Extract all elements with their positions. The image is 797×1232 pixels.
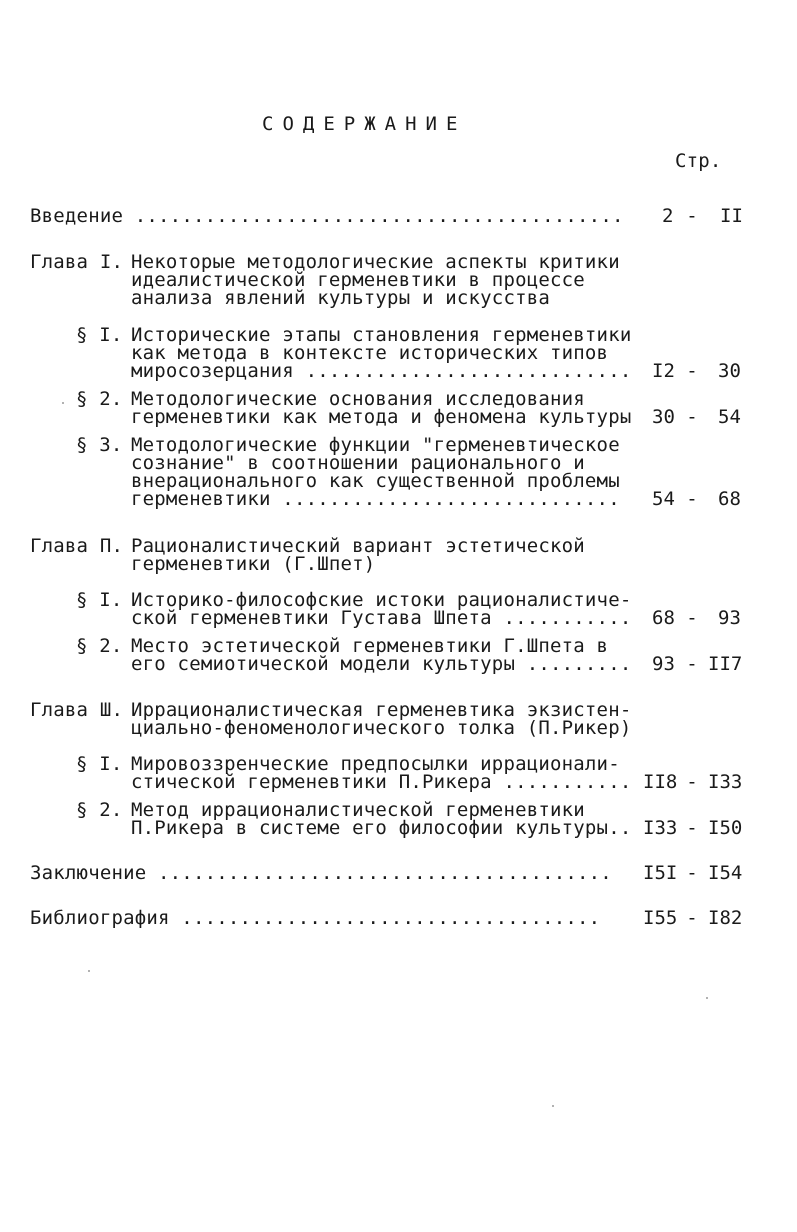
page-range-dash: - (686, 817, 698, 839)
section-title-line: внерационального как существенной проблемы (131, 470, 620, 492)
chapter-title-line: идеалистической герменевтики в процессе (131, 269, 585, 291)
page-to: 54 (718, 406, 741, 428)
toc-title: СОДЕРЖАНИЕ (262, 113, 467, 135)
page-range-dash: - (686, 360, 698, 382)
chapter-label: Глава Ш. (30, 699, 124, 721)
page-to: 68 (718, 488, 741, 510)
chapter-label: Глава П. (30, 535, 124, 557)
entry-label: Введение (30, 205, 124, 227)
page-range-dash: - (686, 406, 698, 428)
section-title-line: сознание" в соотношении рационального и (131, 452, 585, 474)
section-title-line: Исторические этапы становления герменевтики (131, 324, 632, 346)
page-from: I33 (643, 817, 678, 839)
page-range-dash: - (686, 488, 698, 510)
dot-leader: .......................................... (123, 205, 624, 227)
chapter-title-line: Рационалистический вариант эстетической (131, 535, 585, 557)
page-range-dash: - (686, 607, 698, 629)
page-to: I33 (708, 771, 743, 793)
section-label: § 2. (76, 799, 123, 821)
page-from: 93 (652, 653, 675, 675)
section-title-line: Методологические функции "герменевтическое (131, 434, 620, 456)
page-to: I50 (708, 817, 743, 839)
page-to: I54 (708, 862, 743, 884)
page-to: II7 (708, 653, 743, 675)
chapter-label: Глава I. (30, 251, 124, 273)
page-range-dash: - (686, 205, 698, 227)
page-from: 54 (652, 488, 675, 510)
section-label: § I. (76, 589, 123, 611)
page-from: II8 (643, 771, 678, 793)
section-title-line: как метода в контексте исторических типов (131, 342, 609, 364)
dot-leader: ....................................... (146, 862, 612, 884)
page-from: 30 (652, 406, 675, 428)
section-label: § I. (76, 324, 123, 346)
page-from: 2 (662, 205, 674, 227)
page-to: 93 (718, 607, 741, 629)
chapter-title-line: Иррационалистическая герменевтика экзистен- (131, 699, 632, 721)
chapter-title-line: анализа явлений культуры и искусства (131, 287, 551, 309)
page-from: I55 (643, 907, 678, 929)
scan-speck (706, 997, 708, 999)
section-title-line: Методологические основания исследования (131, 388, 585, 410)
section-title-line: Метод иррационалистической герменевтики (131, 799, 585, 821)
section-label: § 2. (76, 388, 123, 410)
section-label: § I. (76, 753, 123, 775)
entry-label: Библиография (30, 907, 170, 929)
page-to: II (720, 205, 743, 227)
section-label: § 2. (76, 635, 123, 657)
page-from: I5I (643, 862, 678, 884)
page-column-header: Стр. (675, 150, 722, 172)
section-label: § 3. (76, 434, 123, 456)
section-title-line: его семиотической модели культуры ......... (131, 653, 632, 675)
chapter-title-line: Некоторые методологические аспекты критики (131, 251, 620, 273)
page-to: I82 (708, 907, 743, 929)
section-title-line: стической герменевтики П.Рикера ........... (131, 771, 632, 793)
section-title-line: герменевтики ............................. (131, 488, 620, 510)
page-range-dash: - (686, 771, 698, 793)
section-title-line: ской герменевтики Густава Шпета ........... (131, 607, 632, 629)
scan-speck (62, 402, 64, 404)
chapter-title-line: герменевтики (Г.Шпет) (131, 553, 376, 575)
section-title-line: миросозерцания ............................ (131, 360, 632, 382)
section-title-line: Историко-философские истоки рационалистиче- (131, 589, 632, 611)
entry-label: Заключение (30, 862, 147, 884)
page-range-dash: - (686, 907, 698, 929)
scan-speck (88, 970, 90, 972)
chapter-title-line: циально-феноменологического толка (П.Рикер) (131, 717, 632, 739)
scan-speck (552, 1105, 554, 1107)
section-title-line: П.Рикера в системе его философии культуры.. (131, 817, 632, 839)
page-from: I2 (652, 360, 675, 382)
page-from: 68 (652, 607, 675, 629)
page-to: 30 (718, 360, 741, 382)
section-title-line: герменевтики как метода и феномена культуры (131, 406, 632, 428)
page-range-dash: - (686, 653, 698, 675)
section-title-line: Мировоззренческие предпосылки иррационали- (131, 753, 620, 775)
page-range-dash: - (686, 862, 698, 884)
dot-leader: .................................... (169, 907, 601, 929)
section-title-line: Место эстетической герменевтики Г.Шпета в (131, 635, 609, 657)
